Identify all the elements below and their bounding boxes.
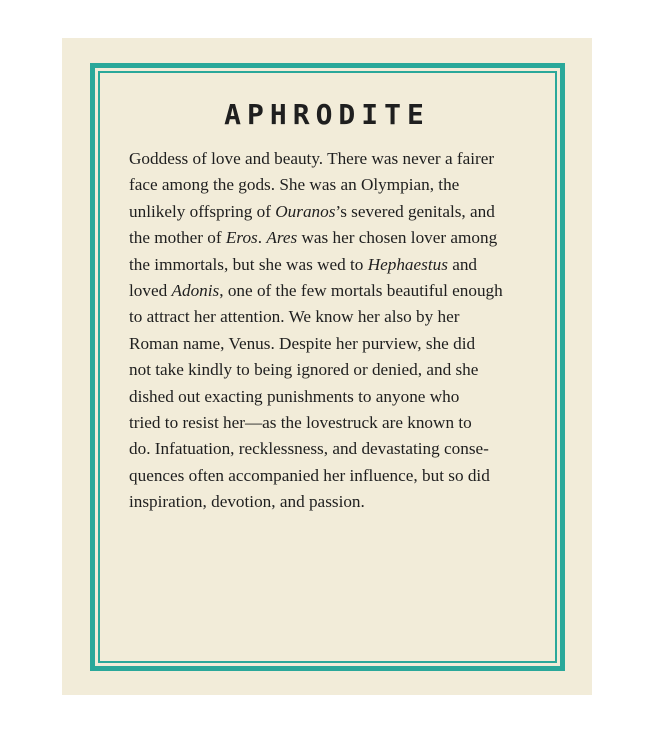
text-line [129,436,539,462]
text-segment: tried to resist her—as the lovestruck are known to [129,413,472,433]
text-segment: not take kindly to being ignored or denied, and she [129,360,479,380]
text-segment: quences often accompanied her influence, but so did [129,465,490,485]
text-segment: the immortals, but she was wed to [129,254,368,274]
text-line [129,463,539,489]
text-line [129,172,539,198]
text-line [129,225,539,251]
text-segment: the mother of [129,228,226,248]
text-segment: . [257,228,267,248]
text-line [129,199,539,225]
text-line [129,252,539,278]
text-segment: face among the gods. She was an Olympian, the [129,175,460,195]
text-line [129,489,539,515]
text-line [129,410,539,436]
text-line [129,146,539,172]
text-line [129,384,539,410]
text-segment: Goddess of love and beauty. There was never a fairer [129,149,495,168]
text-segment: to attract her attention. We know her also by her [129,307,460,327]
text-segment: and [447,254,478,274]
text-line [129,278,539,304]
text-segment: Roman name, Venus. Despite her purview, she did [129,333,476,353]
entry-title: APHRODITE [224,98,430,131]
text-segment: , one of the few mortals beautiful enough [219,281,503,301]
italic-name: Hephaestus [367,254,448,274]
entry-description [129,146,539,516]
italic-name: Adonis [171,281,220,301]
text-segment: inspiration, devotion, and passion. [129,492,365,512]
text-segment: was her chosen lover among [297,228,498,248]
text-segment: unlikely offspring of [129,201,276,221]
text-line [129,357,539,383]
text-line [129,304,539,330]
text-segment: dished out exacting punishments to anyone who [129,386,460,406]
text-segment: ’s severed genitals, and [335,201,495,221]
text-segment: do. Infatuation, recklessness, and devastating conse- [129,439,489,459]
entry-card [62,38,592,695]
italic-name: Eros [225,228,258,248]
italic-name: Ares [266,228,298,248]
text-segment: loved [129,281,172,301]
italic-name: Ouranos [275,201,336,221]
text-line [129,331,539,357]
